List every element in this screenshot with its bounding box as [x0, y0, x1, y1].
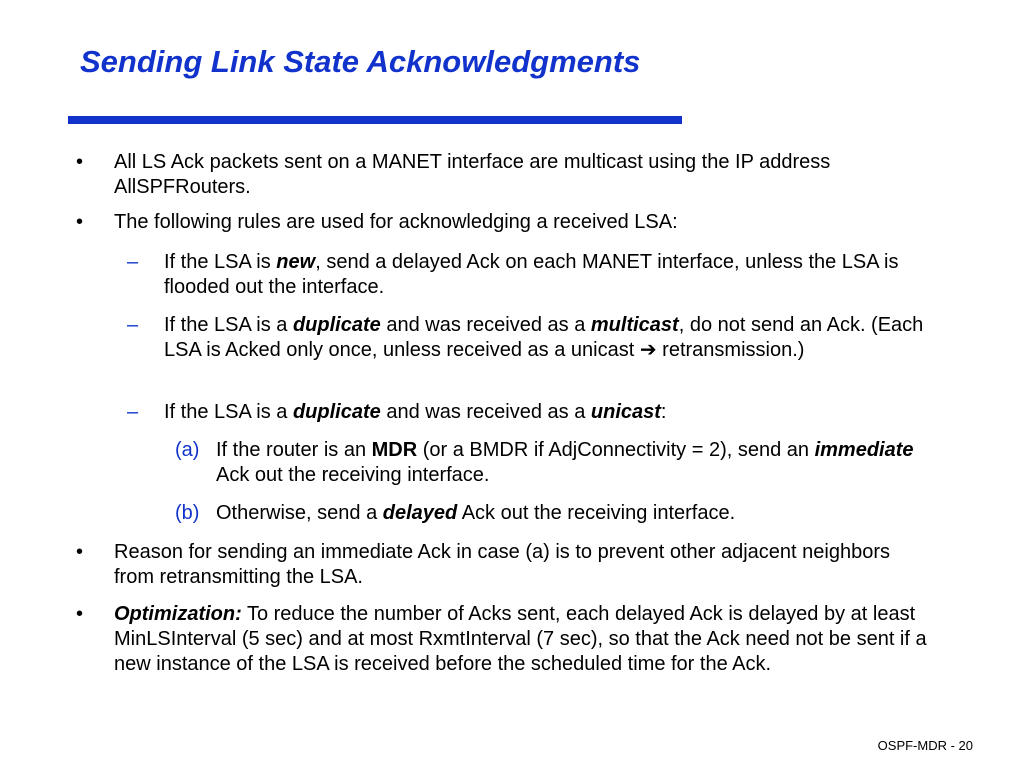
bullet-text: Reason for sending an immediate Ack in case (a) is to prevent other adjacent neighbors from retransmitting the LSA.	[114, 541, 890, 588]
bullet-marker: •	[76, 541, 84, 563]
dash-marker: –	[127, 401, 139, 423]
emphasis-mdr: MDR	[371, 439, 418, 461]
emphasis-duplicate: duplicate	[292, 401, 381, 423]
emphasis-unicast: unicast	[590, 401, 661, 423]
sub-text: If the LSA is a	[164, 314, 293, 336]
sub-text: , send a delayed Ack on each MANET interface, unless the LSA is flooded out the interface.	[164, 251, 899, 298]
case-text: If the router is an	[216, 439, 372, 461]
bullet-marker: •	[76, 151, 84, 173]
subbullet-duplicate-multicast	[164, 313, 944, 363]
bullet-text: To reduce the number of Acks sent, each delayed Ack is delayed by at least MinLSInterval (5 sec) and at most RxmtInterval (7 sec), so that the Ack need not be sent if a new instance of the LSA is received before the scheduled time for the Ack.	[114, 603, 927, 675]
bullet-marker: •	[76, 211, 84, 233]
bullet-reason	[114, 540, 914, 590]
sub-text: retransmission.)	[656, 339, 805, 361]
emphasis-new: new	[276, 251, 316, 273]
dash-marker: –	[127, 251, 139, 273]
arrow-right-icon: ➔	[639, 339, 657, 361]
bullet-optimization	[114, 602, 929, 677]
subbullet-duplicate-unicast	[164, 400, 944, 425]
case-a-marker: (a)	[175, 439, 200, 461]
case-text: Otherwise, send a	[216, 502, 383, 524]
sub-text: :	[660, 401, 667, 423]
bullet-multicast-acks	[114, 150, 944, 200]
emphasis-delayed: delayed	[382, 502, 458, 524]
sub-text: If the LSA is	[164, 251, 277, 273]
emphasis-duplicate: duplicate	[292, 314, 381, 336]
bullet-text: All LS Ack packets sent on a MANET interface are multicast using the IP address AllSPFRouters.	[114, 151, 831, 198]
sub-text: and was received as a	[380, 401, 591, 423]
emphasis-optimization: Optimization:	[114, 603, 242, 625]
emphasis-multicast: multicast	[590, 314, 679, 336]
case-b	[216, 501, 936, 526]
subbullet-new-lsa	[164, 250, 944, 300]
sub-text: and was received as a	[380, 314, 591, 336]
case-b-marker: (b)	[175, 502, 200, 524]
case-a	[216, 438, 936, 488]
bullet-text: The following rules are used for acknowledging a received LSA:	[114, 211, 678, 233]
dash-marker: –	[127, 314, 139, 336]
emphasis-immediate: immediate	[814, 439, 914, 461]
sub-text: , do not send an Ack. (Each LSA is Acked only once, unless received as a unicast	[164, 314, 924, 361]
bullet-marker: •	[76, 603, 84, 625]
slide-title: Sending Link State Acknowledgments	[80, 44, 641, 79]
case-text: Ack out the receiving interface.	[216, 464, 490, 486]
sub-text: If the LSA is a	[164, 401, 293, 423]
slide-footer: OSPF-MDR - 20	[877, 738, 973, 753]
case-text: Ack out the receiving interface.	[457, 502, 736, 524]
case-text: (or a BMDR if AdjConnectivity = 2), send an	[417, 439, 815, 461]
bullet-rules	[114, 210, 944, 235]
